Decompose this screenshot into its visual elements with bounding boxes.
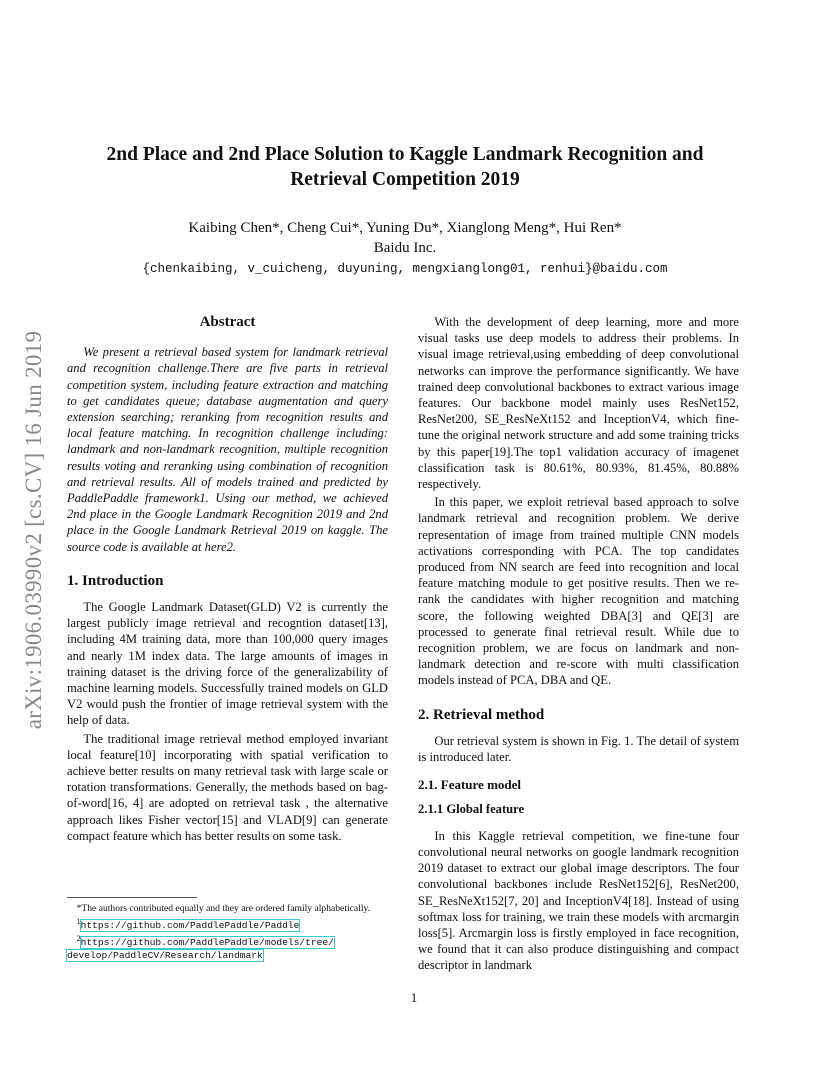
footnote-1-mark: 1 bbox=[76, 917, 81, 926]
paper-title bbox=[60, 142, 750, 192]
paper-title-line-1: 2nd Place and 2nd Place Solution to Kaggle Landmark Recognition and bbox=[106, 144, 704, 165]
footnote-1 bbox=[67, 916, 388, 932]
paper-title-line-2: Retrieval Competition 2019 bbox=[290, 169, 520, 190]
intro-paragraph-1: The Google Landmark Dataset(GLD) V2 is currently the largest publicly image retrieval and recogntion dataset[13], including 4M training data, more than 100,000 query images and nearly 1M index data. The large amounts of images in training dataset is the driving force of the generalizability of machine learning models. Successfully trained models on GLD V2 would push the frontier of image retrieval system with the help of data. bbox=[67, 600, 388, 728]
global-feature-paragraph: In this Kaggle retrieval competition, we fine-tune four convolutional neural networks on google landmark recognition 2019 dataset to extract our global image descriptors. The four convolutional backbones include ResNet152[6], ResNet200, SE_ResNeXt152[7, 20] and InceptionV4[18]. Instead of using softmax loss for training, we train these models with arcmargin loss[5]. Arcmargin loss is firstly employed in face recognition, we found that it can also produce distinguishing and compact descriptor in landmark bbox=[418, 828, 739, 973]
left-column bbox=[67, 314, 388, 844]
arxiv-sidebar bbox=[14, 290, 54, 770]
section-heading-introduction: 1. Introduction bbox=[67, 572, 164, 589]
right-column bbox=[418, 314, 739, 974]
footnote-2 bbox=[67, 933, 388, 949]
footnote-2-link-line-1[interactable]: https://github.com/PaddlePaddle/models/tree/ bbox=[80, 937, 334, 949]
arxiv-identifier: arXiv:1906.03990v2 [cs.CV] 16 Jun 2019 bbox=[21, 330, 46, 730]
footnote-1-link[interactable]: https://github.com/PaddlePaddle/Paddle bbox=[80, 920, 300, 932]
footnote-2-continued bbox=[67, 950, 388, 962]
author-list: Kaibing Chen*, Cheng Cui*, Yuning Du*, Xianglong Meng*, Hui Ren* bbox=[188, 220, 622, 236]
affiliation: Baidu Inc. bbox=[373, 240, 437, 256]
subsection-heading-feature-model: 2.1. Feature model bbox=[418, 777, 522, 793]
footnote-rule bbox=[67, 897, 197, 898]
intro-paragraph-2: The traditional image retrieval method employed invariant local feature[10] incorporating with spatial verification to achieve better results on many retrieval task with large scale or rotation transformations. Generally, the methods based on bag-of-word[16, 4] are adopted on retrieval task , the alternative approach likes Fisher vector[15] and VLAD[9] can generate compact feature which has better results on some task. bbox=[67, 731, 388, 843]
footnote-2-link-line-2[interactable]: develop/PaddleCV/Research/landmark bbox=[67, 950, 263, 962]
author-emails: {chenkaibing, v_cuicheng, duyuning, mengxianglong01, renhui}@baidu.com bbox=[142, 262, 668, 276]
footnote-equal-contribution: *The authors contributed equally and they are ordered family alphabetically. bbox=[76, 903, 371, 914]
retrieval-method-paragraph: Our retrieval system is shown in Fig. 1. The detail of system is introduced later. bbox=[418, 733, 739, 765]
footnote-2-mark: 2 bbox=[76, 934, 81, 944]
subsubsection-heading-global-feature: 2.1.1 Global feature bbox=[418, 802, 525, 817]
intro-paragraph-3: With the development of deep learning, more and more visual tasks use deep models to address their problems. In visual image retrieval,using embedding of deep convolutional networks can improve the performance significantly. We have trained deep convolutional backbones to extract various image features. Our backbone model mainly uses ResNet152, ResNet200, SE_ResNeXt152 and InceptionV4, which fine-tune the original network structure and add some training tricks by this paper[19].The top1 validation accuracy of imagenet classification task is 80.61%, 80.93%, 81.45%, 80.88% respectively. bbox=[418, 315, 739, 492]
intro-paragraph-4: In this paper, we exploit retrieval based approach to solve landmark retrieval and recognition problem. We derive representation of image from trained multiple CNN models activations corresponding with PCA. The top candidates produced from NN search are feed into recognition and local feature matching module to get positive results. Then we re-rank the candidates with higher recognition and matching score, the following weighted DBA[3] and QE[3] are processed to generate final retrieval result. While due to recognition problem, we are focus on landmark and non-landmark detection and re-score with multi classification models instead of PCA, DBA and QE. bbox=[418, 495, 739, 688]
abstract bbox=[67, 344, 388, 555]
abstract-heading: Abstract bbox=[199, 314, 256, 330]
footnotes bbox=[67, 897, 388, 963]
page-number: 1 bbox=[410, 990, 418, 1005]
abstract-text: We present a retrieval based system for landmark retrieval and recognition challenge.There are five parts in retrieval competition system, including feature extraction and matching to get candidates queue; database augmentation and query extension searching; reranking from recognition results and local feature matching. In recognition challenge including: landmark and non-landmark recognition, multiple recognition results voting and reranking using combination of recognition and retrieval results. All of models trained and predicted by PaddlePaddle framework1. Using our method, we achieved 2nd place in the Google Landmark Recognition 2019 and 2nd place in the Google Landmark Retrieval 2019 on kaggle. The source code is available at here2. bbox=[67, 345, 388, 554]
section-heading-retrieval-method: 2. Retrieval method bbox=[418, 706, 545, 723]
